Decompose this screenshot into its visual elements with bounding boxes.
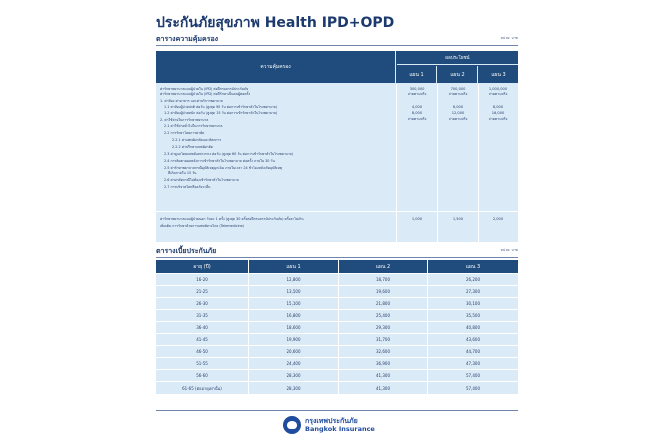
coverage-line: 2.2 การรักษาโดยการผ่าตัด xyxy=(164,131,205,135)
table-row xyxy=(156,309,518,320)
plan-1-value: จ่ายตามจริง xyxy=(407,117,427,121)
rate-plan-2-header: แผน 2 xyxy=(375,263,391,270)
table-row xyxy=(156,297,518,308)
age-cell: 51-55 xyxy=(196,361,208,366)
plan-3-value: 8,000 xyxy=(492,105,504,109)
coverage-line: 2.4 การติดตามผลหลังการเข้ารักษาตัวในโรงพยาบาล ต่อครั้ง ภายใน 30 วัน xyxy=(164,159,275,163)
coverage-line: 1. ค่าห้อง ค่าอาหาร และค่าบริการพยาบาล xyxy=(160,99,223,103)
table-row xyxy=(156,369,518,380)
plan-1-cell: 24,400 xyxy=(286,361,301,366)
plan-2-value: 6,000 xyxy=(452,105,464,109)
opd-line: ค่ารักษาพยาบาลแบบผู้ป่วยนอก วันละ 1 ครั้ง (สูงสุด 30 ครั้งต่อปีกรมธรรม์ประกันภัย) ครั้งละไม่เกิน xyxy=(160,217,304,221)
coverage-table-header xyxy=(156,51,518,83)
plan-3-cell: 26,200 xyxy=(466,277,480,282)
age-cell: 26-30 xyxy=(196,301,208,306)
premium-table-header xyxy=(156,260,518,273)
age-cell: 21-25 xyxy=(196,289,208,294)
plan-2-cell: 29,300 xyxy=(376,325,390,330)
plan-1-cell: 18,600 xyxy=(286,325,301,330)
bangkok-insurance-logo-icon xyxy=(283,416,301,434)
coverage-line: ที่เกิดภายใน 15 วัน xyxy=(168,171,197,175)
opd-line: เพิ่มเติม การรักษาด้วยการแพทย์ทางไกล (Telemedicine) xyxy=(160,224,245,228)
opd-plan-3-value: 2,000 xyxy=(492,217,504,221)
plan-3-cell: 57,400 xyxy=(466,386,480,391)
plan-2-cell: 21,800 xyxy=(376,301,390,306)
age-cell: 56-60 xyxy=(196,373,208,378)
age-cell: 36-40 xyxy=(196,325,208,330)
coverage-col-header: ความคุ้มครอง xyxy=(156,51,396,83)
coverage-line: 2.2.1 ค่าแพทย์ผ่าตัดและหัตถการ xyxy=(172,138,222,142)
plan-2-cell: 32,600 xyxy=(376,349,390,354)
age-cell: 16-20 xyxy=(196,277,208,282)
plan-1-cell: 28,300 xyxy=(286,386,301,391)
table-row xyxy=(156,345,518,356)
brochure-page xyxy=(152,6,522,442)
rates-heading-bar xyxy=(156,246,518,256)
table-row xyxy=(156,381,518,394)
coverage-line: 1.2 ค่าห้องผู้ป่วยหนัก ต่อวัน (สูงสุด 15 วัน ต่อการเข้ารักษาตัวในโรงพยาบาล) xyxy=(164,111,278,115)
age-cell: 31-35 xyxy=(196,313,208,318)
plan-3-value: 16,000 xyxy=(491,111,505,115)
plan-2-cell: 18,700 xyxy=(376,277,390,282)
coverage-line: 2.7 การบริจาคไตหรืออวัยวะอื่น xyxy=(164,185,211,189)
opd-row xyxy=(156,211,518,242)
plan-3-value: จ่ายตามจริง xyxy=(488,117,508,121)
plan-2-value: จ่ายตามจริง xyxy=(448,117,468,121)
coverage-heading: ตารางความคุ้มครอง xyxy=(156,35,219,43)
coverage-table xyxy=(156,51,518,242)
brand-name-english: Bangkok Insurance xyxy=(305,425,375,433)
plan-3-cell: 35,500 xyxy=(466,313,480,318)
plan-1-cell: 12,800 xyxy=(286,277,301,282)
brand-wordmark xyxy=(305,417,375,433)
age-cell: 46-50 xyxy=(196,349,208,354)
plan-3-cell: 47,300 xyxy=(466,361,480,366)
coverage-table-body xyxy=(156,84,518,210)
opd-plan-1-value: 1,000 xyxy=(411,217,423,221)
age-cell: 61-65 (ต่ออายุเท่านั้น) xyxy=(182,386,222,391)
plan-1-cell: 19,900 xyxy=(286,337,301,342)
plan-3-cell: 27,300 xyxy=(466,289,480,294)
coverage-line: 2.2.2 ค่าปรึกษาแพทย์ผ่าตัด xyxy=(172,145,213,149)
brand-name-thai: กรุงเทพประกันภัย xyxy=(305,417,358,425)
plan-3-cell: 30,100 xyxy=(466,301,480,306)
plan-1-cell: 16,800 xyxy=(286,313,301,318)
plan-1-cell: 20,600 xyxy=(286,349,301,354)
coverage-heading-bar xyxy=(156,34,518,44)
plan-1-value: 300,000 xyxy=(409,87,425,91)
plan-1-cell: 15,100 xyxy=(286,301,301,306)
plan-1-cell: 13,500 xyxy=(286,289,301,294)
plan-2-cell: 31,700 xyxy=(376,337,390,342)
coverage-line: 2.1 ค่าใช้จ่ายทั่วไปในการรักษาพยาบาล xyxy=(164,124,223,128)
plan-2-value: 12,000 xyxy=(451,111,465,115)
plan-1-cell: 28,300 xyxy=(286,373,301,378)
table-row xyxy=(156,333,518,344)
rates-unit: หน่วย: บาท xyxy=(500,248,518,252)
table-row xyxy=(156,273,518,284)
plan-3-cell: 57,400 xyxy=(466,373,480,378)
opd-plan-2-value: 1,500 xyxy=(452,217,464,221)
plan-1-header: แผน 1 xyxy=(397,66,437,83)
coverage-line: ค่ารักษาพยาบาลแบบผู้ป่วยใน (IPD) ต่อปีกรมธรรม์ประกันภัย xyxy=(160,87,249,91)
premium-table xyxy=(156,260,518,394)
benefit-col-header: ผลประโยชน์ xyxy=(397,51,518,65)
plan-2-cell: 19,600 xyxy=(376,289,390,294)
rates-heading-rule xyxy=(156,257,518,258)
plan-2-header: แผน 2 xyxy=(438,66,478,83)
plan-3-cell: 40,800 xyxy=(466,325,480,330)
plan-3-value: จ่ายตามจริง xyxy=(488,92,508,96)
plan-2-value: 700,000 xyxy=(450,87,466,91)
plan-3-header: แผน 3 xyxy=(491,71,506,78)
age-col-header: อายุ (ปี) xyxy=(193,263,211,270)
plan-2-cell: 25,400 xyxy=(376,313,390,318)
table-row xyxy=(156,285,518,296)
plan-3-value: 1,000,000 xyxy=(488,87,508,91)
brand-logo xyxy=(283,416,375,434)
plan-3-cell: 43,600 xyxy=(466,337,480,342)
coverage-line: 2.5 ค่ารักษาพยาบาลกรณีอุบัติเหตุฉุกเฉิน ภายในเวลา 24 ชั่วโมงหลังเกิดอุบัติเหตุ xyxy=(164,166,283,170)
plan-2-cell: 41,300 xyxy=(376,386,390,391)
plan-1-value: 4,000 xyxy=(411,105,423,109)
plan-1-value: จ่ายตามจริง xyxy=(407,92,427,96)
plan-1-value: 8,000 xyxy=(411,111,423,115)
coverage-line: 2. ค่าใช้จ่ายในการรักษาพยาบาล xyxy=(160,118,209,122)
page-title: ประกันภัยสุขภาพ Health IPD+OPD xyxy=(156,15,395,31)
coverage-line: 2.3 ค่าดูแลโดยแพทย์เฉพาะทาง ต่อวัน (สูงสุด 60 วัน ต่อการเข้ารักษาตัวในโรงพยาบาล) xyxy=(164,152,294,156)
coverage-line: ค่ารักษาพยาบาลแบบผู้ป่วยใน (IPD) ต่อปีรักษาเป็นคนผู้ต่อครั้ง xyxy=(160,92,250,96)
plan-3-cell: 44,700 xyxy=(466,349,480,354)
plan-2-value: จ่ายตามจริง xyxy=(448,92,468,96)
footer-divider xyxy=(156,410,518,411)
coverage-unit: หน่วย: บาท xyxy=(500,36,518,40)
age-cell: 41-45 xyxy=(196,337,208,342)
plan-2-cell: 41,300 xyxy=(376,373,390,378)
rate-plan-1-header: แผน 1 xyxy=(286,263,301,270)
coverage-heading-rule xyxy=(156,45,518,46)
coverage-line: 1.1 ค่าห้องผู้ป่วยปกติ ต่อวัน (สูงสุด 90 วัน ต่อการเข้ารักษาตัวในโรงพยาบาล) xyxy=(164,105,278,109)
table-row xyxy=(156,321,518,332)
table-row xyxy=(156,357,518,368)
plan-2-cell: 36,900 xyxy=(376,361,390,366)
rates-heading: ตารางเบี้ยประกันภัย xyxy=(156,247,217,255)
coverage-line: 2.6 ค่าผ่าตัดกรณีไม่ต้องเข้ารักษาตัวในโรงพยาบาล xyxy=(164,178,239,182)
rate-plan-3-header: แผน 3 xyxy=(465,263,481,270)
